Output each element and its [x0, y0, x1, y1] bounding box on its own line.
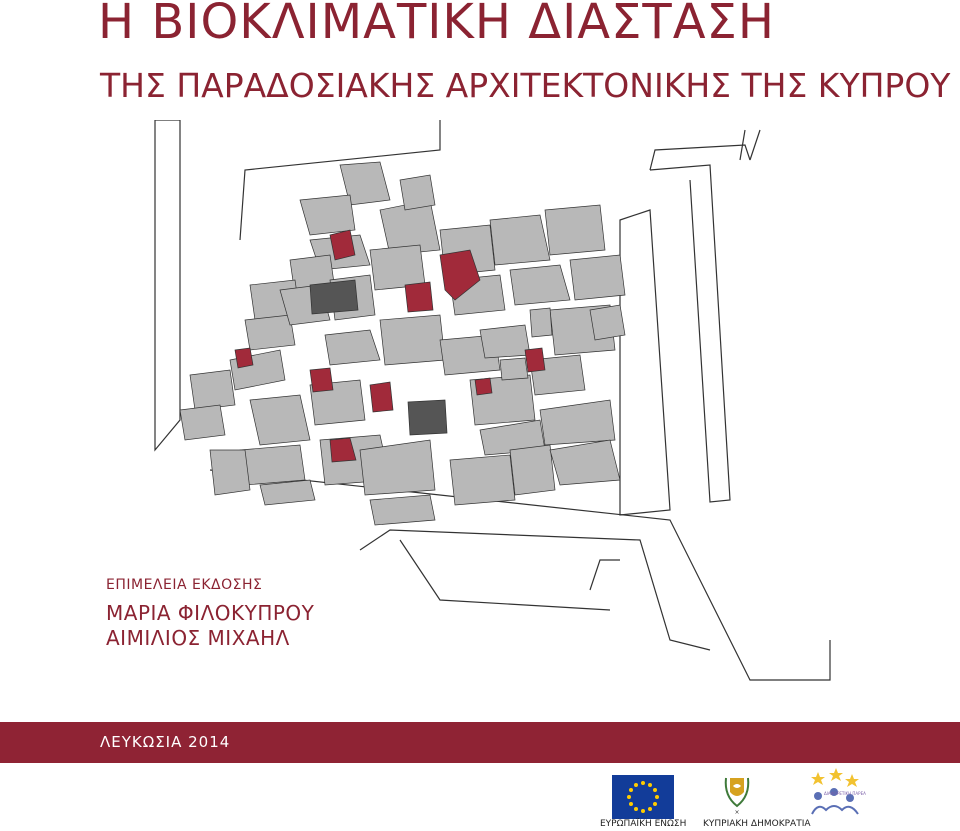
cyprus-emblem-icon	[722, 772, 752, 818]
subtitle-part-3: ΤΗΣ ΚΥΠΡΟΥ	[731, 66, 951, 105]
place-year: ΛΕΥΚΩΣΙΑ 2014	[100, 733, 231, 751]
editor-name-2: ΑΙΜΙΛΙΟΣ ΜΙΧΑΗΛ	[106, 626, 290, 650]
subtitle-part-1: ΤΗΣ	[100, 66, 177, 105]
editor-name-1: ΜΑΡΙΑ ΦΙΛΟΚΥΠΡΟΥ	[106, 601, 315, 625]
svg-text:×: ×	[734, 809, 740, 816]
diaforetiki-parea-logo-icon	[806, 766, 866, 830]
book-subtitle	[100, 66, 950, 105]
cyprus-caption: ΚΥΠΡΙΑΚΗ ΔΗΜΟΚΡΑΤΙΑ	[703, 819, 811, 829]
diaforetiki-caption: ΔΙΑΦΟΡΕΤΙΚΗ ΠΑΡΕΑ	[824, 791, 866, 796]
book-title: Η ΒΙΟΚΛΙΜΑΤΙΚΗ ΔΙΑΣΤΑΣΗ	[98, 0, 775, 50]
editors-label: ΕΠΙΜΕΛΕΙΑ ΕΚΔΟΣΗΣ	[106, 577, 263, 593]
eu-flag-icon	[612, 775, 674, 819]
subtitle-part-2: ΠΑΡΑΔΟΣΙΑΚΗΣ ΑΡΧΙΤΕΚΤΟΝΙΚΗΣ	[176, 66, 731, 105]
eu-caption: ΕΥΡΩΠΑΪΚΗ ΕΝΩΣΗ	[600, 819, 687, 829]
